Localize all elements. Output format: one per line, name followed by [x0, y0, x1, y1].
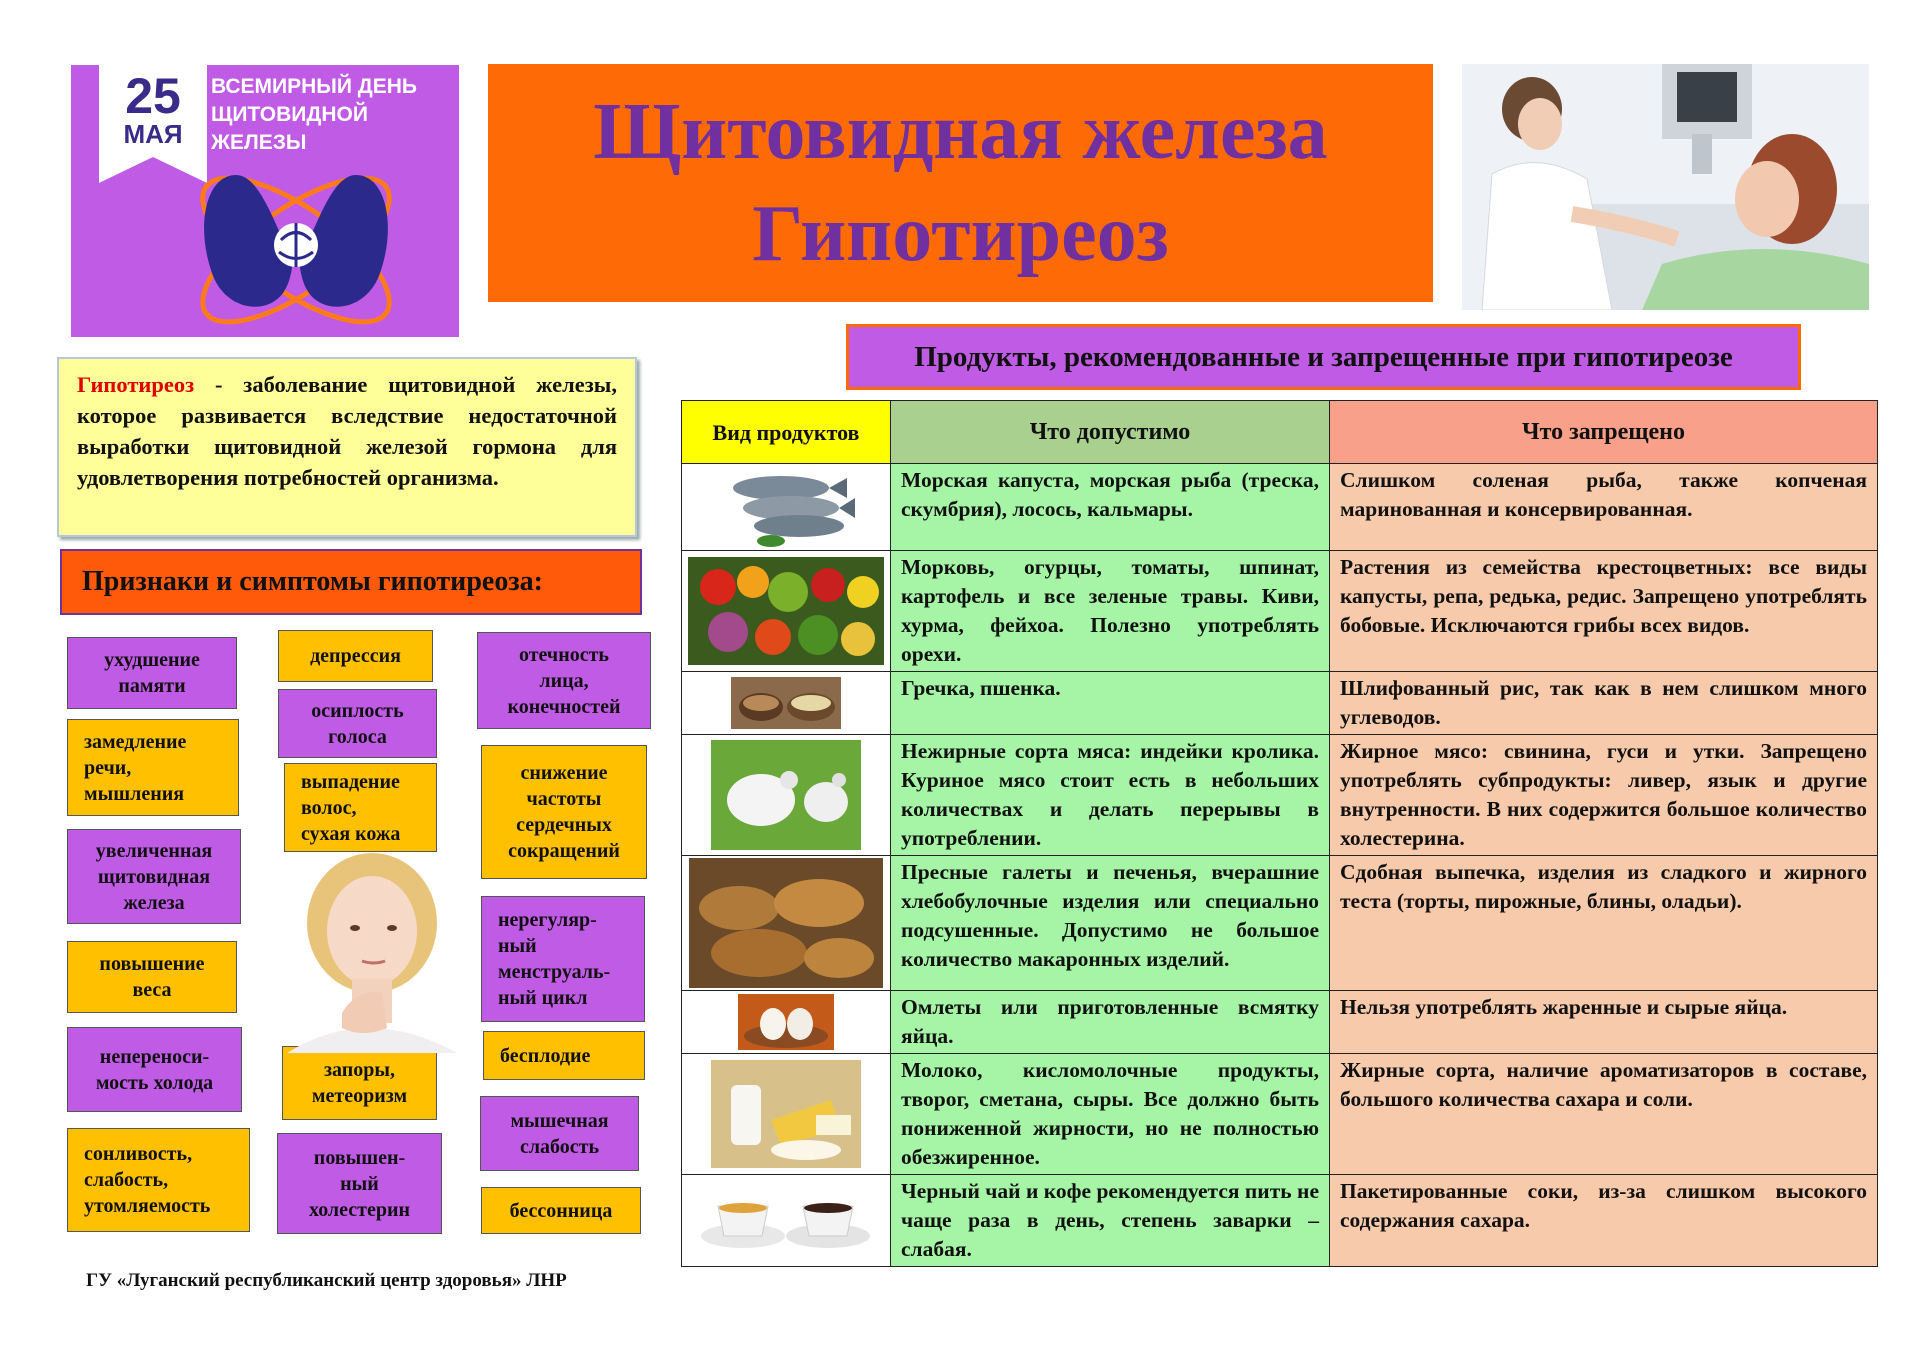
symptom-hoarse-voice: осиплость голоса [278, 689, 437, 758]
page-subtitle: Гипотиреоз [752, 190, 1169, 278]
symptom-infertility: бесплодие [483, 1031, 645, 1080]
world-thyroid-day-logo [71, 65, 459, 337]
symptom-memory: ухудшение памяти [67, 637, 237, 709]
column-header-product-type: Вид продуктов [682, 401, 891, 464]
footer-organization: ГУ «Луганский республиканский центр здоровья» ЛНР [86, 1270, 567, 1291]
ultrasound-exam-photo [1462, 64, 1869, 310]
logo-day: 25 [125, 68, 181, 124]
definition-term: Гипотиреоз [77, 372, 195, 397]
fish-icon [682, 464, 891, 551]
row-forbidden-text: Слишком соленая рыба, также копченая маринованная и консервированная. [1330, 464, 1878, 551]
symptom-irregular-cycle: нерегуляр- ный менструаль- ный цикл [481, 896, 645, 1022]
row-allowed-text: Пресные галеты и печенья, вчерашние хлебобулочные изделия или специально подсушенные. Допустимо не большое количество макаронных изделий. [891, 856, 1330, 991]
row-allowed-text: Морская капуста, морская рыба (треска, скумбрия), лосось, кальмары. [891, 464, 1330, 551]
symptom-depression: депрессия [278, 630, 433, 682]
row-forbidden-text: Сдобная выпечка, изделия из сладкого и жирного теста (торты, пирожные, блины, оладьи). [1330, 856, 1878, 991]
table-row [682, 672, 1878, 735]
row-forbidden-text: Шлифованный рис, так как в нем слишком много углеводов. [1330, 672, 1878, 735]
turkey-icon [682, 735, 891, 856]
symptom-weight-gain: повышение веса [67, 941, 237, 1013]
symptom-cholesterol: повышен- ный холестерин [277, 1133, 442, 1234]
table-row [682, 464, 1878, 551]
row-forbidden-text: Нельзя употреблять жаренные и сырые яйца. [1330, 991, 1878, 1054]
title-banner [488, 64, 1433, 302]
table-row [682, 551, 1878, 672]
logo-caption-line: ЖЕЛЕЗЫ [211, 131, 307, 154]
logo-caption-line: ВСЕМИРНЫЙ ДЕНЬ [211, 75, 418, 98]
tea-coffee-icon [682, 1175, 891, 1267]
table-row [682, 1175, 1878, 1267]
vegetables-icon [682, 551, 891, 672]
row-forbidden-text: Жирное мясо: свинина, гуси и утки. Запрещено употреблять субпродукты: ливер, язык и другие внутренности. В них содержится большое количество холестерина. [1330, 735, 1878, 856]
symptom-insomnia: бессонница [481, 1187, 641, 1234]
logo-caption-line: ЩИТОВИДНОЙ [211, 103, 368, 126]
table-row [682, 856, 1878, 991]
row-allowed-text: Гречка, пшенка. [891, 672, 1330, 735]
symptom-enlarged-thyroid: увеличенная щитовидная железа [67, 829, 241, 924]
thyroid-emblem-icon [71, 65, 459, 337]
bread-icon [682, 856, 891, 991]
table-row [682, 735, 1878, 856]
symptoms-header: Признаки и симптомы гипотиреоза: [60, 549, 642, 615]
logo-month: МАЯ [123, 119, 183, 149]
table-row [682, 1054, 1878, 1175]
row-allowed-text: Молоко, кисломолочные продукты, творог, сметана, сыры. Все должно быть пониженной жирности, но не полностью обезжиренное. [891, 1054, 1330, 1175]
definition-box [57, 357, 637, 537]
products-table [681, 400, 1878, 1267]
doctor-patient-illustration [1462, 64, 1869, 310]
symptom-hair-loss: выпадение волос, сухая кожа [284, 763, 437, 852]
definition-text: - заболевание щитовидной железы, которое развивается вследствие недостаточной выработки щитовидной железой гормона для удовлетворения потребностей организма. [77, 372, 617, 490]
symptom-slow-speech: замедление речи, мышления [67, 719, 239, 816]
column-header-allowed: Что допустимо [891, 401, 1330, 464]
column-header-forbidden: Что запрещено [1330, 401, 1878, 464]
page-title: Щитовидная железа [593, 88, 1328, 176]
table-row [682, 991, 1878, 1054]
row-allowed-text: Омлеты или приготовленные всмятку яйца. [891, 991, 1330, 1054]
symptom-bradycardia: снижение частоты сердечных сокращений [481, 745, 647, 879]
symptom-cold-intolerance: непереноси- мость холода [67, 1027, 242, 1112]
row-forbidden-text: Растения из семейства крестоцветных: все виды капусты, репа, редька, редис. Запрещено употреблять бобовые. Исключаются грибы всех видов. [1330, 551, 1878, 672]
products-header: Продукты, рекомендованные и запрещенные при гипотиреозе [846, 324, 1801, 390]
symptom-fatigue: сонливость, слабость, утомляемость [67, 1128, 250, 1232]
table-header-row [682, 401, 1878, 464]
row-forbidden-text: Пакетированные соки, из-за слишком высокого содержания сахара. [1330, 1175, 1878, 1267]
row-allowed-text: Нежирные сорта мяса: индейки кролика. Куриное мясо стоит есть в небольших количествах и делать перерывы в употреблении. [891, 735, 1330, 856]
dairy-icon [682, 1054, 891, 1175]
row-allowed-text: Черный чай и кофе рекомендуется пить не чаще раза в день, степень заварки – слабая. [891, 1175, 1330, 1267]
woman-neck-pain-photo [247, 853, 479, 1053]
row-forbidden-text: Жирные сорта, наличие ароматизаторов в составе, большого количества сахара и соли. [1330, 1054, 1878, 1175]
row-allowed-text: Морковь, огурцы, томаты, шпинат, картофель и все зеленые травы. Киви, хурма, фейхоа. Полезно употреблять орехи. [891, 551, 1330, 672]
eggs-icon [682, 991, 891, 1054]
grain-icon [682, 672, 891, 735]
woman-illustration [247, 853, 479, 1053]
symptom-edema: отечность лица, конечностей [477, 632, 651, 729]
symptom-constipation: запоры, метеоризм [282, 1046, 437, 1120]
symptom-muscle-weakness: мышечная слабость [480, 1096, 639, 1171]
